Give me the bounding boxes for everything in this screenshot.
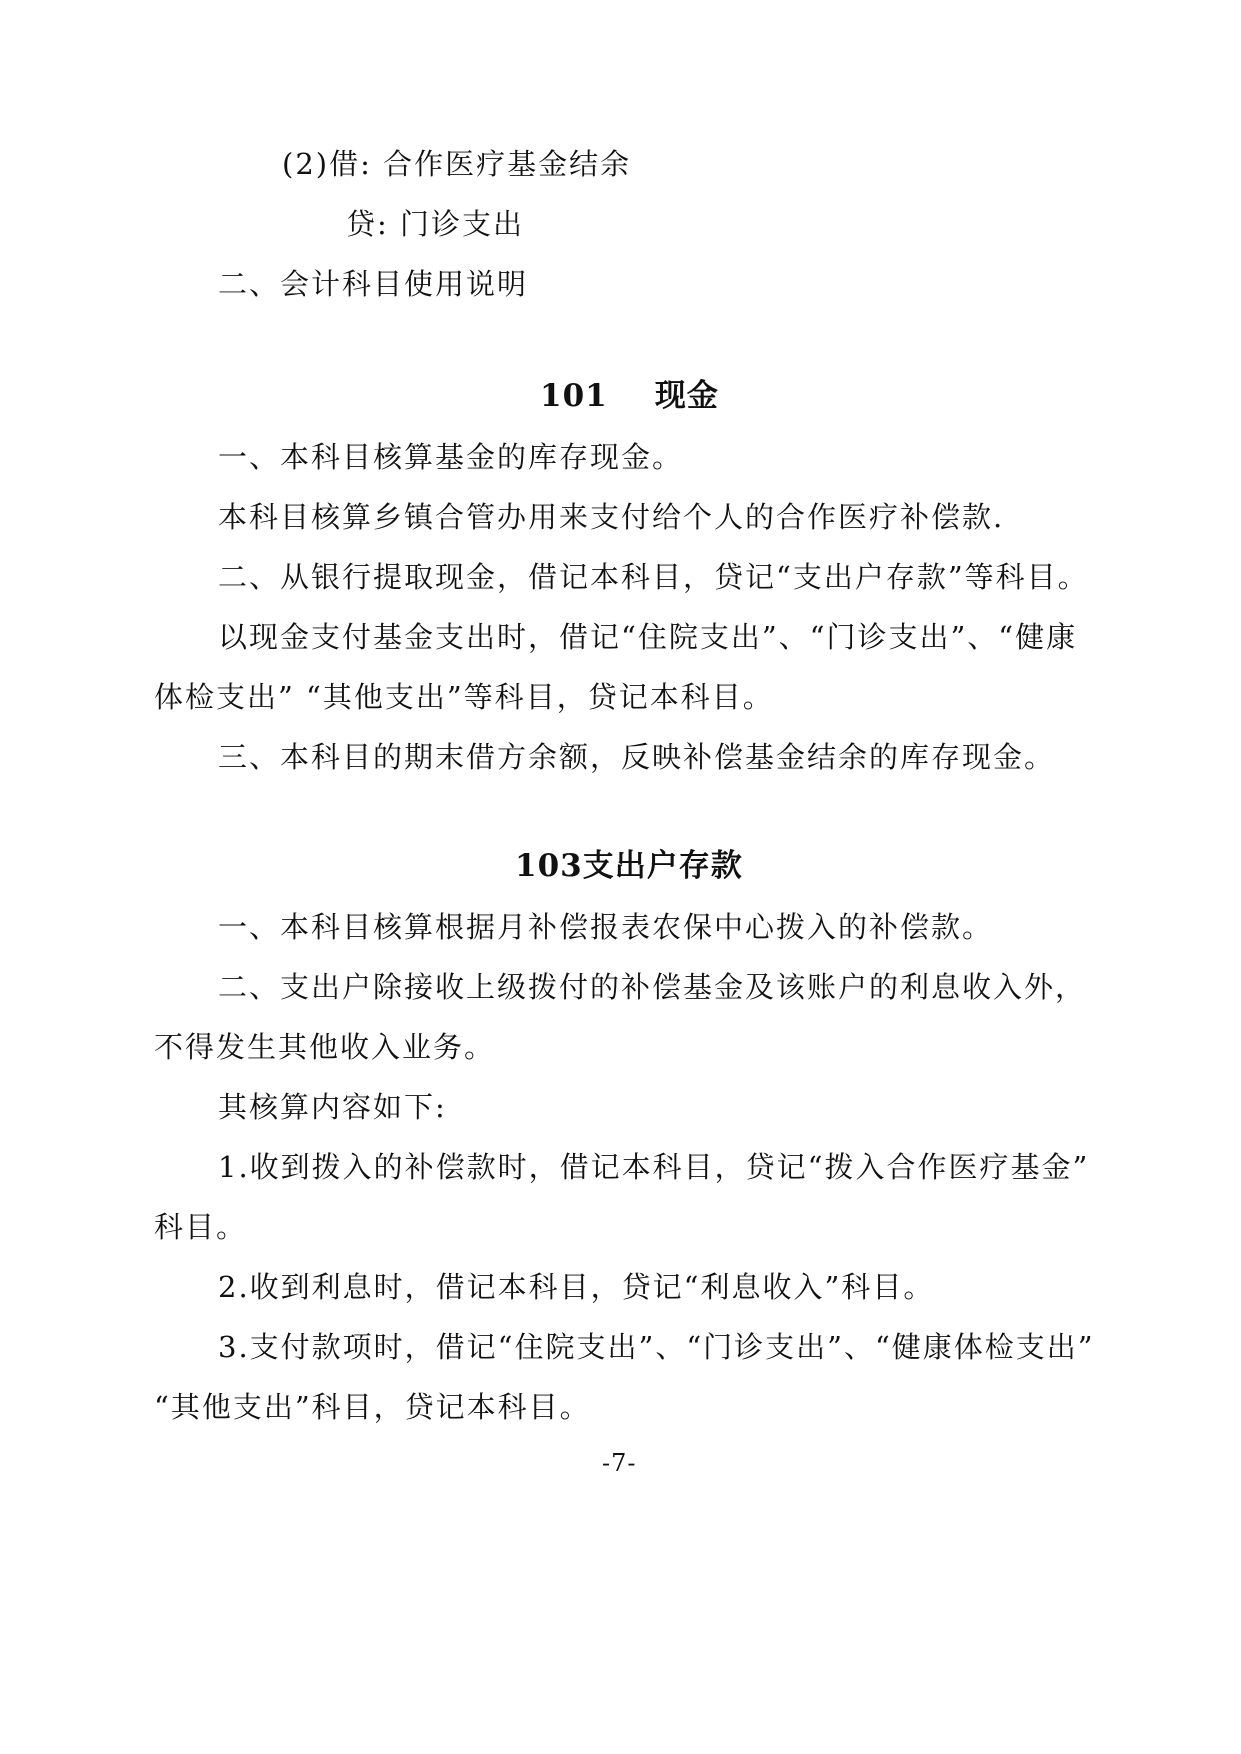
section-103-paragraph-4-line-1: 1.收到拨入的补偿款时，借记本科目，贷记“拨入合作医疗基金” bbox=[218, 1150, 1090, 1184]
section-103-paragraph-6-line-2: “其他支出”科目，贷记本科目。 bbox=[154, 1390, 591, 1424]
section-101-paragraph-4-line-1: 以现金支付基金支出时，借记“住院支出”、“门诊支出”、“健康 bbox=[218, 620, 1078, 654]
section-103-paragraph-4-line-2: 科目。 bbox=[154, 1210, 248, 1244]
journal-entry-credit: 贷: 门诊支出 bbox=[346, 207, 524, 241]
section-101-paragraph-2: 本科目核算乡镇合管办用来支付给个人的合作医疗补偿款. bbox=[218, 500, 1005, 534]
section-103-paragraph-2-line-2: 不得发生其他收入业务。 bbox=[154, 1030, 496, 1064]
section-101-title: 101 现金 bbox=[540, 378, 719, 414]
section-103-paragraph-3: 其核算内容如下: bbox=[218, 1090, 447, 1124]
section-103-paragraph-5: 2.收到利息时，借记本科目，贷记“利息收入”科目。 bbox=[218, 1270, 935, 1304]
journal-entry-debit: (2)借: 合作医疗基金结余 bbox=[282, 147, 632, 181]
section-101-paragraph-4-line-2: 体检支出” “其他支出”等科目，贷记本科目。 bbox=[154, 680, 774, 714]
section-101-paragraph-1: 一、本科目核算基金的库存现金。 bbox=[218, 440, 684, 474]
section-103-paragraph-1: 一、本科目核算根据月补偿报表农保中心拨入的补偿款。 bbox=[218, 910, 994, 944]
section-101-paragraph-3: 二、从银行提取现金，借记本科目，贷记“支出户存款”等科目。 bbox=[218, 560, 1089, 594]
section-103-title: 103支出户存款 bbox=[515, 848, 743, 884]
section-103-paragraph-6-line-1: 3.支付款项时，借记“住院支出”、“门诊支出”、“健康体检支出” bbox=[218, 1330, 1095, 1364]
page-number: -7- bbox=[602, 1449, 637, 1477]
section-intro-heading: 二、会计科目使用说明 bbox=[218, 267, 529, 301]
section-101-paragraph-5: 三、本科目的期末借方余额，反映补偿基金结余的库存现金。 bbox=[218, 740, 1056, 774]
section-103-paragraph-2-line-1: 二、支出户除接收上级拨付的补偿基金及该账户的利息收入外， bbox=[218, 970, 1087, 1004]
